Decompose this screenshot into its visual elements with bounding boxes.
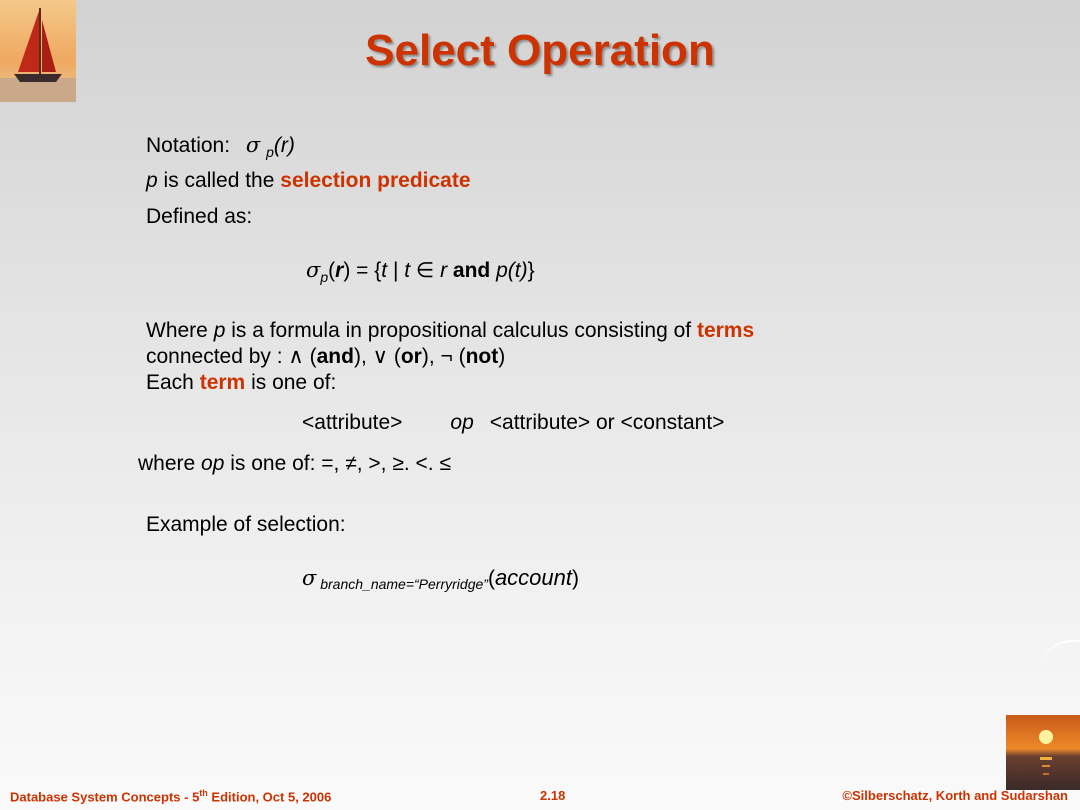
footer-left	[10, 788, 331, 804]
selection-predicate-term: selection predicate	[280, 169, 471, 192]
not-word: not	[465, 345, 499, 368]
sunset-icon	[1006, 715, 1080, 790]
definition-t2: t	[404, 259, 411, 282]
defined-as-line: Defined as:	[146, 205, 253, 228]
and-word: and	[316, 345, 354, 368]
where-p: p	[213, 319, 226, 342]
terms-term: terms	[696, 319, 755, 342]
footer-sup: th	[199, 788, 208, 798]
op-list: is one of: =, ≠, >, ≥. <. ≤	[224, 452, 451, 475]
page-number: 2.18	[540, 788, 566, 803]
definition-equals: ) = {	[343, 259, 382, 282]
example-subscript: branch_name=“Perryridge”	[316, 576, 488, 592]
example-account: account	[494, 565, 572, 590]
decorative-arc	[1040, 640, 1080, 672]
predicate-text: is called the	[157, 169, 281, 192]
paren-open: (	[328, 259, 336, 282]
definition-t1: t	[381, 259, 388, 282]
op-word: op	[201, 452, 225, 475]
or-word: or	[400, 345, 422, 368]
where-line-1	[146, 318, 754, 344]
predicate-line	[146, 168, 471, 194]
term-term: term	[199, 371, 246, 394]
definition-r: r	[335, 259, 344, 282]
op-line	[138, 451, 451, 477]
footer-text-b: Edition, Oct 5, 2006	[207, 789, 332, 805]
predicate-p: p	[146, 169, 158, 192]
example-formula	[302, 565, 579, 597]
copyright: ©Silberschatz, Korth and Sudarshan	[842, 788, 1068, 803]
attribute-1: <attribute>	[302, 411, 403, 434]
element-of-symbol: ∈	[410, 259, 441, 282]
definition-and: and	[447, 259, 497, 282]
where-text-e: ), ¬ (	[421, 345, 466, 368]
sigma-symbol: σ	[306, 258, 321, 282]
where-text-a: Where	[146, 319, 214, 342]
example-label: Example of selection:	[146, 513, 346, 536]
definition-pt: p(t)	[496, 259, 528, 282]
op-line-text-a: where	[138, 452, 202, 475]
notation-line	[146, 132, 295, 165]
footer-text-a: Database System Concepts - 5	[10, 789, 200, 805]
notation-label: Notation:	[146, 134, 231, 157]
notation-argument: (r)	[273, 134, 295, 157]
definition-r2: r	[440, 259, 448, 282]
where-text-g: Each	[146, 371, 200, 394]
paren-close: )	[572, 567, 579, 590]
where-text-b: is a formula in propositional calculus consisting of	[225, 319, 697, 342]
definition-bar: |	[387, 259, 405, 282]
attribute-or-constant: <attribute> or <constant>	[489, 411, 725, 434]
definition-formula	[306, 257, 535, 290]
where-text-f: )	[498, 345, 506, 368]
where-text-d: ), ∨ (	[353, 345, 401, 368]
page-title: Select Operation	[365, 26, 715, 75]
definition-subscript: p	[320, 269, 329, 285]
where-line-2	[146, 344, 505, 370]
brace-close: }	[527, 259, 535, 282]
where-text-h: is one of:	[245, 371, 337, 394]
op-word: op	[450, 411, 474, 434]
where-text-c: connected by : ∧ (	[146, 345, 317, 368]
notation-subscript: p	[266, 144, 274, 160]
sigma-symbol: σ	[302, 566, 317, 590]
term-form-line	[302, 410, 724, 436]
where-line-3	[146, 370, 336, 396]
sigma-symbol: σ	[245, 133, 261, 157]
paren-open: (	[487, 567, 495, 590]
